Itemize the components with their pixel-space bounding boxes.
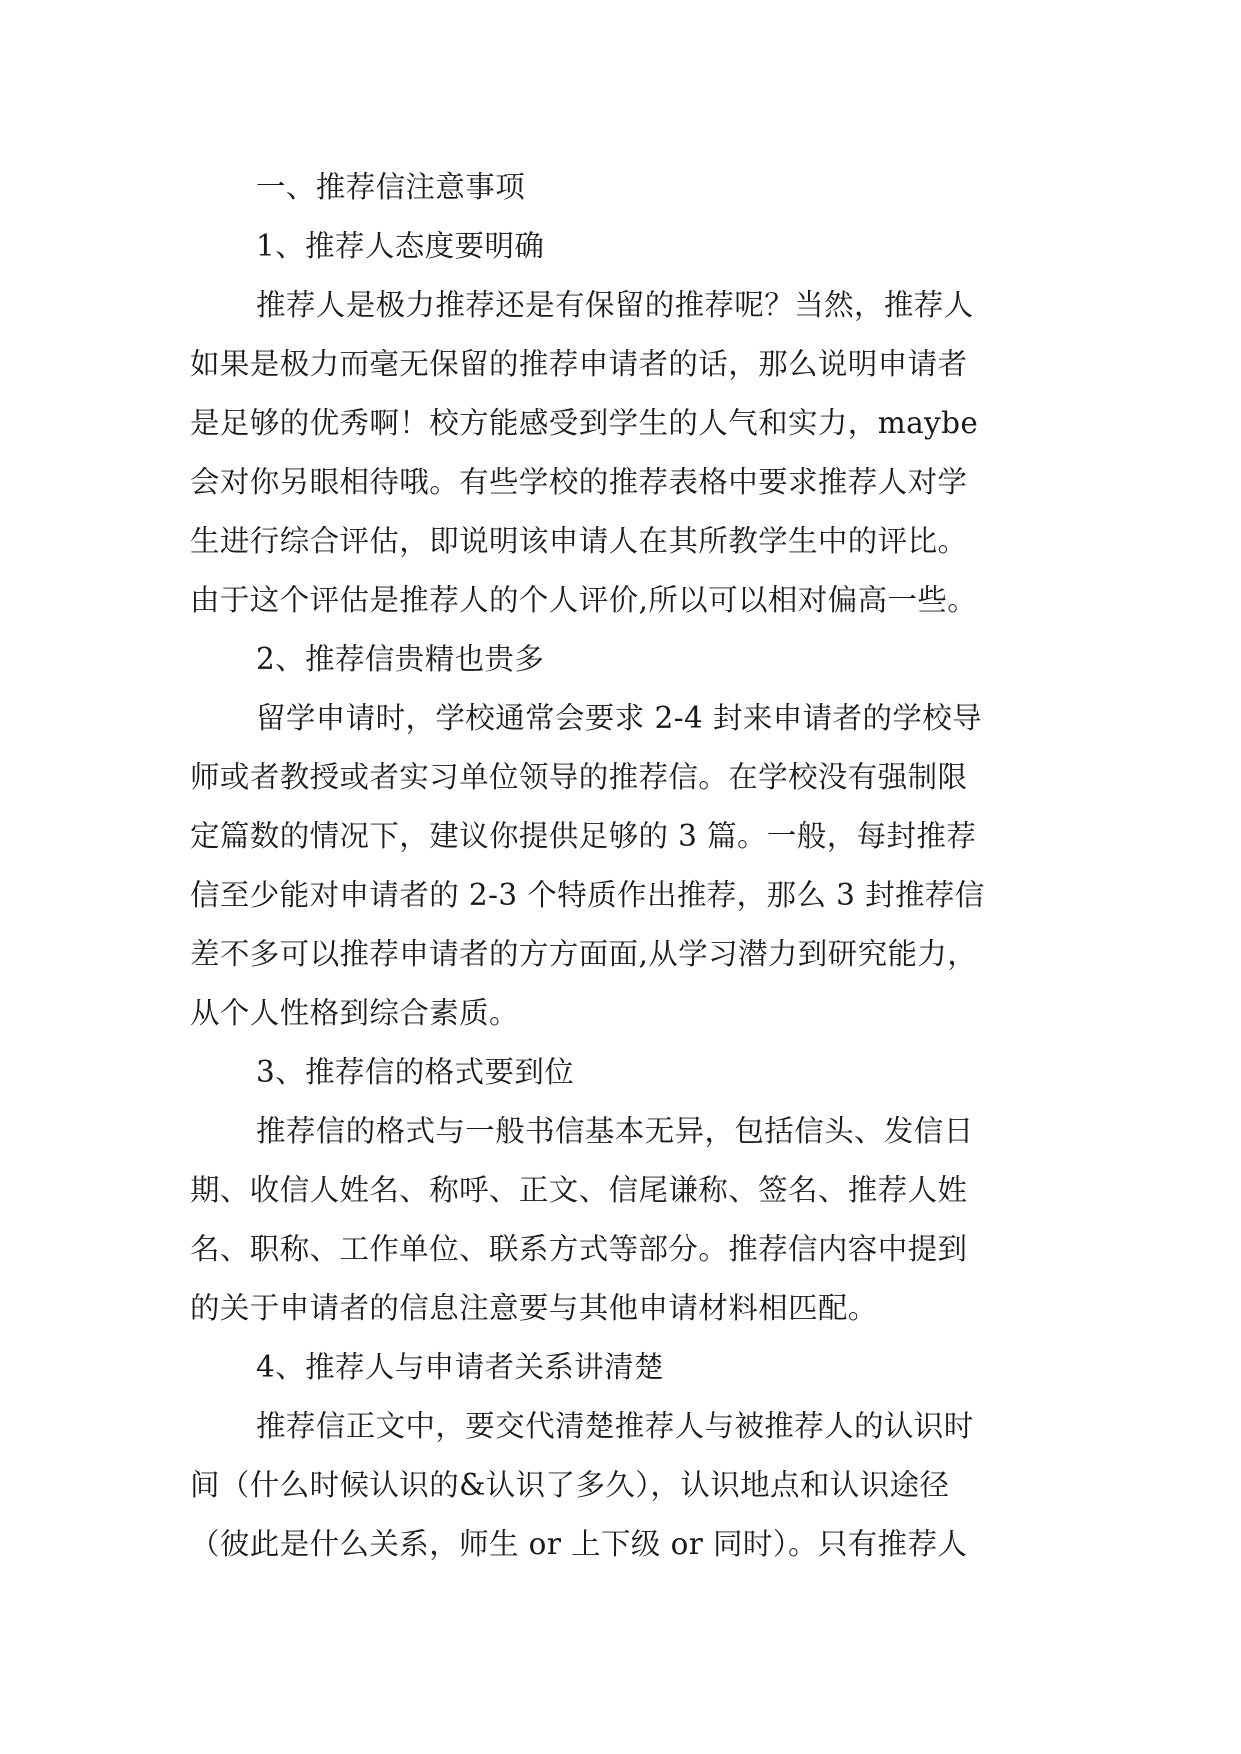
paragraph-line: 会对你另眼相待哦。有些学校的推荐表格中要求推荐人对学: [190, 465, 968, 499]
paragraph-line: 留学申请时，学校通常会要求 2-4 封来申请者的学校导: [256, 701, 983, 735]
paragraph-line: 期、收信人姓名、称呼、正文、信尾谦称、签名、推荐人姓: [190, 1173, 968, 1207]
subheading-4: 4、推荐人与申请者关系讲清楚: [256, 1350, 664, 1384]
paragraph-line: 差不多可以推荐申请者的方方面面,从学习潜力到研究能力，: [190, 937, 978, 971]
paragraph-line: 师或者教授或者实习单位领导的推荐信。在学校没有强制限: [190, 760, 968, 794]
paragraph-line: 如果是极力而毫无保留的推荐申请者的话，那么说明申请者: [190, 347, 968, 381]
subheading-1: 1、推荐人态度要明确: [256, 229, 545, 263]
paragraph-line: 生进行综合评估，即说明该申请人在其所教学生中的评比。: [190, 524, 968, 558]
paragraph-line: 定篇数的情况下，建议你提供足够的 3 篇。一般，每封推荐: [190, 819, 977, 853]
paragraph-line: 推荐信的格式与一般书信基本无异，包括信头、发信日: [256, 1114, 974, 1148]
subheading-2: 2、推荐信贵精也贵多: [256, 642, 545, 676]
paragraph-line: 由于这个评估是推荐人的个人评价,所以可以相对偏高一些。: [190, 583, 978, 617]
paragraph-line: 推荐人是极力推荐还是有保留的推荐呢？当然，推荐人: [256, 288, 974, 322]
paragraph-line: （彼此是什么关系，师生 or 上下级 or 同时）。只有推荐人: [190, 1527, 968, 1561]
paragraph-line: 是足够的优秀啊！校方能感受到学生的人气和实力，maybe: [190, 406, 979, 440]
paragraph-line: 的关于申请者的信息注意要与其他申请材料相匹配。: [190, 1291, 878, 1325]
subheading-3: 3、推荐信的格式要到位: [256, 1055, 575, 1089]
section-heading: 一、推荐信注意事项: [256, 170, 526, 204]
paragraph-line: 推荐信正文中，要交代清楚推荐人与被推荐人的认识时: [256, 1409, 974, 1443]
document-body: [190, 158, 1070, 1574]
paragraph-line: 名、职称、工作单位、联系方式等部分。推荐信内容中提到: [190, 1232, 968, 1266]
paragraph-line: 从个人性格到综合素质。: [190, 996, 519, 1030]
paragraph-line: 信至少能对申请者的 2-3 个特质作出推荐，那么 3 封推荐信: [190, 878, 985, 912]
paragraph-line: 间（什么时候认识的&认识了多久），认识地点和认识途径: [190, 1468, 950, 1502]
